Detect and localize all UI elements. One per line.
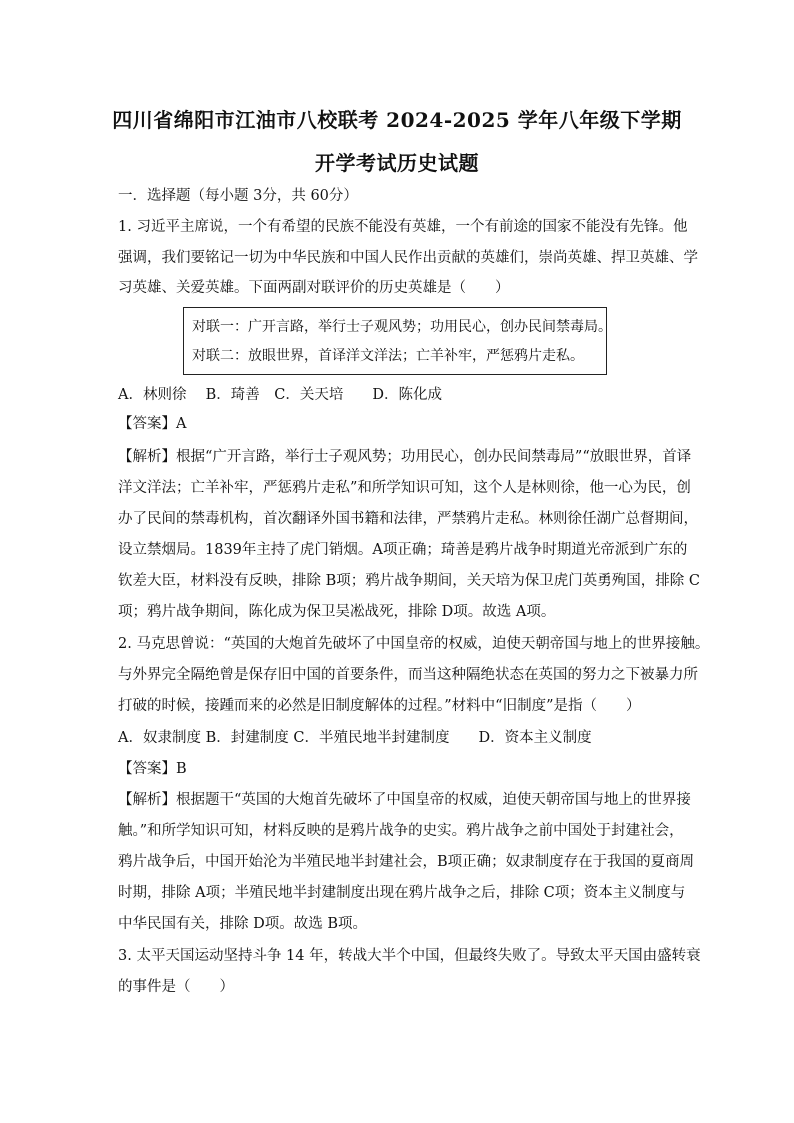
q1-stem-line-1: 1. 习近平主席说，一个有希望的民族不能没有英雄，一个有前途的国家不能没有先锋。他 <box>118 219 688 235</box>
q1-analysis-line-1: 【解析】根据“广开言路，举行士子观风势；功用民心，创办民间禁毒局”“放眼世界，首译 <box>118 449 692 465</box>
q2-analysis-line-1: 【解析】根据题干“英国的大炮首先破坏了中国皇帝的权威，迫使天朝帝国与地上的世界接 <box>118 792 691 808</box>
q1-analysis-line-6: 项；鸦片战争期间，陈化成为保卫吴凇战死，排除 D项。故选 A项。 <box>118 604 556 620</box>
section-heading: 一．选择题（每小题 3分，共 60分） <box>118 188 358 204</box>
q3-stem-line-1: 3. 太平天国运动坚持斗争 14 年，转战大半个中国，但最终失败了。导致太平天国由盛转衰 <box>118 948 701 964</box>
q1-stem-line-3: 习英雄、关爱英雄。下面两副对联评价的历史英雄是（ ） <box>118 280 510 296</box>
q2-stem-line-3: 打破的时候，接踵而来的必然是旧制度解体的过程。”材料中“旧制度”是指（ ） <box>118 698 641 714</box>
q1-answer: 【答案】A <box>118 416 187 432</box>
q2-analysis-line-4: 时期，排除 A项；半殖民地半封建制度出现在鸦片战争之后，排除 C项；资本主义制度与 <box>118 885 686 901</box>
couplet-2: 对联二：放眼世界，首译洋文洋法；亡羊补牢，严惩鸦片走私。 <box>192 348 584 364</box>
q2-stem-line-1: 2. 马克思曾说：“英国的大炮首先破坏了中国皇帝的权威，迫使天朝帝国与地上的世界接触。 <box>118 636 710 652</box>
q1-stem-line-2: 强调，我们要铭记一切为中华民族和中国人民作出贡献的英雄们，崇尚英雄、捍卫英雄、学 <box>118 250 698 266</box>
q2-stem-line-2: 与外界完全隔绝曾是保存旧中国的首要条件，而当这种隔绝状态在英国的努力之下被暴力所 <box>118 667 698 683</box>
q1-options: A．林则徐 B．琦善 C．关天培 D．陈化成 <box>118 387 442 403</box>
q2-options: A．奴隶制度 B．封建制度 C．半殖民地半封建制度 D．资本主义制度 <box>118 730 592 746</box>
q2-analysis-line-3: 鸦片战争后，中国开始沦为半殖民地半封建社会，B项正确；奴隶制度存在于我国的夏商周 <box>118 854 695 870</box>
couplet-1: 对联一：广开言路，举行士子观风势；功用民心，创办民间禁毒局。 <box>192 319 612 335</box>
exam-title-line-2: 开学考试历史试题 <box>315 151 479 175</box>
q2-answer: 【答案】B <box>118 761 187 777</box>
exam-title-line-1: 四川省绵阳市江油市八校联考 2024-2025 学年八年级下学期 <box>112 108 682 132</box>
q2-analysis-line-2: 触。”和所学知识可知，材料反映的是鸦片战争的史实。鸦片战争之前中国处于封建社会， <box>118 823 684 839</box>
q1-analysis-line-4: 设立禁烟局。1839年主持了虎门销烟。A项正确；琦善是鸦片战争时期道光帝派到广东的 <box>118 542 688 558</box>
q1-analysis-line-2: 洋文洋法；亡羊补牢，严惩鸦片走私”和所学知识可知，这个人是林则徐，他一心为民，创 <box>118 480 691 496</box>
q1-analysis-line-5: 钦差大臣，材料没有反映，排除 B项；鸦片战争期间，关天培为保卫虎门英勇殉国，排除 C <box>118 573 700 589</box>
q3-stem-line-2: 的事件是（ ） <box>118 979 234 995</box>
q2-analysis-line-5: 中华民国有关，排除 D项。故选 B项。 <box>118 916 367 932</box>
couplet-box <box>183 307 612 375</box>
q1-analysis-line-3: 办了民间的禁毒机构，首次翻译外国书籍和法律，严禁鸦片走私。林则徐任湖广总督期间， <box>118 511 698 527</box>
